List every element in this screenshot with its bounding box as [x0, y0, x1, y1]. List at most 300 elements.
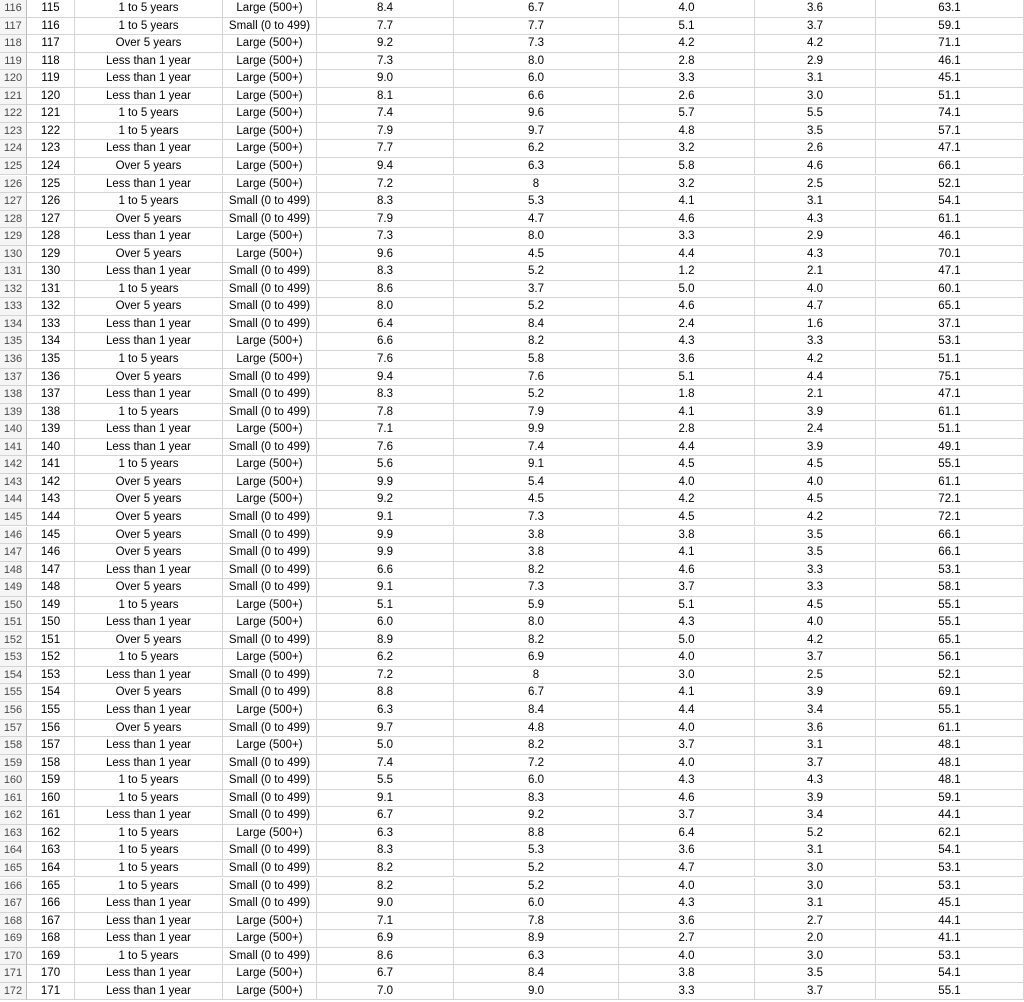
row-header[interactable]: 159 [0, 755, 27, 773]
table-cell[interactable]: 130 [27, 263, 75, 281]
table-cell[interactable]: Large (500+) [223, 333, 317, 351]
table-cell[interactable]: Small (0 to 499) [223, 790, 317, 808]
table-cell[interactable]: 3.2 [619, 176, 755, 194]
table-cell[interactable]: Over 5 years [75, 579, 223, 597]
table-cell[interactable]: 6.7 [317, 965, 454, 983]
table-cell[interactable]: 152 [27, 649, 75, 667]
table-cell[interactable]: 160 [27, 790, 75, 808]
table-cell[interactable]: 60.1 [876, 281, 1024, 299]
table-cell[interactable]: 8.2 [454, 737, 619, 755]
row-header[interactable]: 154 [0, 667, 27, 685]
row-header[interactable]: 157 [0, 720, 27, 738]
table-cell[interactable]: Large (500+) [223, 421, 317, 439]
table-cell[interactable]: 71.1 [876, 35, 1024, 53]
table-cell[interactable]: 9.4 [317, 158, 454, 176]
table-cell[interactable]: 135 [27, 351, 75, 369]
table-cell[interactable]: 7.6 [317, 351, 454, 369]
table-cell[interactable]: Less than 1 year [75, 562, 223, 580]
row-header[interactable]: 167 [0, 895, 27, 913]
table-cell[interactable]: 6.4 [317, 316, 454, 334]
table-cell[interactable]: Small (0 to 499) [223, 439, 317, 457]
table-cell[interactable]: 66.1 [876, 527, 1024, 545]
row-header[interactable]: 156 [0, 702, 27, 720]
table-cell[interactable]: Small (0 to 499) [223, 720, 317, 738]
row-header[interactable]: 123 [0, 123, 27, 141]
table-cell[interactable]: 5.5 [317, 772, 454, 790]
table-cell[interactable]: Small (0 to 499) [223, 878, 317, 896]
table-cell[interactable]: 3.0 [755, 948, 876, 966]
table-cell[interactable]: 8.3 [317, 842, 454, 860]
table-cell[interactable]: 9.2 [454, 807, 619, 825]
table-cell[interactable]: 2.7 [755, 913, 876, 931]
table-cell[interactable]: 52.1 [876, 667, 1024, 685]
table-cell[interactable]: 9.9 [317, 527, 454, 545]
table-cell[interactable]: 8 [454, 667, 619, 685]
table-cell[interactable]: 9.1 [317, 579, 454, 597]
table-cell[interactable]: 6.0 [454, 70, 619, 88]
table-cell[interactable]: 5.3 [454, 193, 619, 211]
table-cell[interactable]: Over 5 years [75, 211, 223, 229]
table-cell[interactable]: Over 5 years [75, 509, 223, 527]
table-cell[interactable]: 46.1 [876, 53, 1024, 71]
row-header[interactable]: 171 [0, 965, 27, 983]
table-cell[interactable]: Large (500+) [223, 965, 317, 983]
table-cell[interactable]: 5.4 [454, 474, 619, 492]
table-cell[interactable]: 5.0 [317, 737, 454, 755]
table-cell[interactable]: 3.9 [755, 684, 876, 702]
table-cell[interactable]: 63.1 [876, 0, 1024, 18]
table-cell[interactable]: 9.6 [454, 105, 619, 123]
table-cell[interactable]: 8.4 [317, 0, 454, 18]
table-cell[interactable]: 74.1 [876, 105, 1024, 123]
table-cell[interactable]: 5.2 [454, 878, 619, 896]
row-header[interactable]: 130 [0, 246, 27, 264]
table-cell[interactable]: 66.1 [876, 158, 1024, 176]
table-cell[interactable]: 3.7 [755, 649, 876, 667]
table-cell[interactable]: 156 [27, 720, 75, 738]
table-cell[interactable]: 4.1 [619, 544, 755, 562]
table-cell[interactable]: 72.1 [876, 509, 1024, 527]
table-cell[interactable]: Small (0 to 499) [223, 579, 317, 597]
table-cell[interactable]: 3.1 [755, 737, 876, 755]
table-cell[interactable]: 6.7 [454, 684, 619, 702]
table-cell[interactable]: 146 [27, 544, 75, 562]
table-cell[interactable]: 6.6 [454, 88, 619, 106]
table-cell[interactable]: 2.4 [619, 316, 755, 334]
table-cell[interactable]: 9.0 [317, 70, 454, 88]
table-cell[interactable]: 149 [27, 597, 75, 615]
table-cell[interactable]: 4.5 [755, 491, 876, 509]
table-cell[interactable]: 3.6 [619, 351, 755, 369]
row-header[interactable]: 148 [0, 562, 27, 580]
table-cell[interactable]: Over 5 years [75, 632, 223, 650]
table-cell[interactable]: 3.3 [619, 228, 755, 246]
table-cell[interactable]: 4.1 [619, 193, 755, 211]
table-cell[interactable]: Over 5 years [75, 720, 223, 738]
table-cell[interactable]: 53.1 [876, 860, 1024, 878]
table-cell[interactable]: 1 to 5 years [75, 649, 223, 667]
table-cell[interactable]: 4.2 [755, 351, 876, 369]
table-cell[interactable]: 158 [27, 755, 75, 773]
table-cell[interactable]: Small (0 to 499) [223, 772, 317, 790]
table-cell[interactable]: 49.1 [876, 439, 1024, 457]
table-cell[interactable]: 8.8 [454, 825, 619, 843]
table-cell[interactable]: 58.1 [876, 579, 1024, 597]
table-cell[interactable]: 3.4 [755, 807, 876, 825]
table-cell[interactable]: Large (500+) [223, 491, 317, 509]
table-cell[interactable]: 7.1 [317, 913, 454, 931]
table-cell[interactable]: 139 [27, 421, 75, 439]
row-header[interactable]: 145 [0, 509, 27, 527]
table-cell[interactable]: 8.6 [317, 281, 454, 299]
table-cell[interactable]: 3.3 [619, 983, 755, 1001]
table-cell[interactable]: 161 [27, 807, 75, 825]
table-cell[interactable]: 44.1 [876, 913, 1024, 931]
table-cell[interactable]: 7.4 [317, 105, 454, 123]
table-cell[interactable]: Large (500+) [223, 351, 317, 369]
table-cell[interactable]: 8.9 [454, 930, 619, 948]
table-cell[interactable]: 164 [27, 860, 75, 878]
table-cell[interactable]: 5.2 [454, 386, 619, 404]
table-cell[interactable]: 5.7 [619, 105, 755, 123]
table-cell[interactable]: 5.5 [755, 105, 876, 123]
table-cell[interactable]: 53.1 [876, 948, 1024, 966]
table-cell[interactable]: 1 to 5 years [75, 105, 223, 123]
table-cell[interactable]: 4.6 [619, 211, 755, 229]
table-cell[interactable]: 3.7 [619, 579, 755, 597]
table-cell[interactable]: 51.1 [876, 351, 1024, 369]
table-cell[interactable]: Large (500+) [223, 983, 317, 1001]
table-cell[interactable]: 137 [27, 386, 75, 404]
table-cell[interactable]: 56.1 [876, 649, 1024, 667]
row-header[interactable]: 142 [0, 456, 27, 474]
table-cell[interactable]: Less than 1 year [75, 263, 223, 281]
table-cell[interactable]: 132 [27, 298, 75, 316]
table-cell[interactable]: 1 to 5 years [75, 597, 223, 615]
table-cell[interactable]: Small (0 to 499) [223, 632, 317, 650]
table-cell[interactable]: 8.3 [454, 790, 619, 808]
table-cell[interactable]: Small (0 to 499) [223, 667, 317, 685]
table-cell[interactable]: 3.9 [755, 439, 876, 457]
table-cell[interactable]: 1.2 [619, 263, 755, 281]
table-cell[interactable]: Over 5 years [75, 298, 223, 316]
table-cell[interactable]: 124 [27, 158, 75, 176]
table-cell[interactable]: 41.1 [876, 930, 1024, 948]
table-cell[interactable]: 7.8 [454, 913, 619, 931]
table-cell[interactable]: Small (0 to 499) [223, 527, 317, 545]
table-cell[interactable]: Over 5 years [75, 369, 223, 387]
table-cell[interactable]: 6.9 [317, 930, 454, 948]
table-cell[interactable]: 8.6 [317, 948, 454, 966]
row-header[interactable]: 140 [0, 421, 27, 439]
table-cell[interactable]: 61.1 [876, 474, 1024, 492]
row-header[interactable]: 134 [0, 316, 27, 334]
table-cell[interactable]: 3.7 [755, 983, 876, 1001]
table-cell[interactable]: 4.4 [619, 702, 755, 720]
table-cell[interactable]: 7.0 [317, 983, 454, 1001]
table-cell[interactable]: 3.7 [755, 755, 876, 773]
table-cell[interactable]: 48.1 [876, 755, 1024, 773]
table-cell[interactable]: Large (500+) [223, 649, 317, 667]
row-header[interactable]: 143 [0, 474, 27, 492]
table-cell[interactable]: 3.1 [755, 842, 876, 860]
table-cell[interactable]: 9.9 [317, 544, 454, 562]
table-cell[interactable]: 55.1 [876, 456, 1024, 474]
table-cell[interactable]: Large (500+) [223, 228, 317, 246]
table-cell[interactable]: 53.1 [876, 562, 1024, 580]
table-cell[interactable]: 3.8 [619, 965, 755, 983]
row-header[interactable]: 147 [0, 544, 27, 562]
table-cell[interactable]: 3.3 [755, 562, 876, 580]
table-cell[interactable]: Large (500+) [223, 597, 317, 615]
table-cell[interactable]: 5.0 [619, 281, 755, 299]
table-cell[interactable]: 4.2 [619, 35, 755, 53]
table-cell[interactable]: 1 to 5 years [75, 790, 223, 808]
table-cell[interactable]: 46.1 [876, 228, 1024, 246]
table-cell[interactable]: 44.1 [876, 807, 1024, 825]
table-cell[interactable]: 1.8 [619, 386, 755, 404]
table-cell[interactable]: Large (500+) [223, 246, 317, 264]
table-cell[interactable]: 9.2 [317, 35, 454, 53]
table-cell[interactable]: 1 to 5 years [75, 860, 223, 878]
table-cell[interactable]: 7.3 [454, 579, 619, 597]
table-cell[interactable]: 70.1 [876, 246, 1024, 264]
table-cell[interactable]: 7.4 [317, 755, 454, 773]
table-cell[interactable]: 3.1 [755, 895, 876, 913]
table-cell[interactable]: 9.9 [454, 421, 619, 439]
table-cell[interactable]: 1 to 5 years [75, 0, 223, 18]
table-cell[interactable]: 5.8 [454, 351, 619, 369]
table-cell[interactable]: 8.9 [317, 632, 454, 650]
table-cell[interactable]: 7.3 [317, 53, 454, 71]
row-header[interactable]: 128 [0, 211, 27, 229]
table-cell[interactable]: 2.5 [755, 667, 876, 685]
row-header[interactable]: 155 [0, 684, 27, 702]
table-cell[interactable]: 2.6 [619, 88, 755, 106]
table-cell[interactable]: 48.1 [876, 772, 1024, 790]
table-cell[interactable]: 4.0 [619, 948, 755, 966]
row-header[interactable]: 122 [0, 105, 27, 123]
table-cell[interactable]: Large (500+) [223, 123, 317, 141]
table-cell[interactable]: 1 to 5 years [75, 351, 223, 369]
table-cell[interactable]: Over 5 years [75, 527, 223, 545]
table-cell[interactable]: 7.6 [317, 439, 454, 457]
table-cell[interactable]: 2.7 [619, 930, 755, 948]
row-header[interactable]: 161 [0, 790, 27, 808]
table-cell[interactable]: Over 5 years [75, 544, 223, 562]
table-cell[interactable]: Small (0 to 499) [223, 211, 317, 229]
table-cell[interactable]: 65.1 [876, 632, 1024, 650]
row-header[interactable]: 165 [0, 860, 27, 878]
row-header[interactable]: 131 [0, 263, 27, 281]
table-cell[interactable]: 69.1 [876, 684, 1024, 702]
table-cell[interactable]: 7.7 [317, 140, 454, 158]
table-cell[interactable]: 2.1 [755, 386, 876, 404]
table-cell[interactable]: Small (0 to 499) [223, 860, 317, 878]
table-cell[interactable]: 9.9 [317, 474, 454, 492]
table-cell[interactable]: 3.4 [755, 702, 876, 720]
table-cell[interactable]: 2.0 [755, 930, 876, 948]
table-cell[interactable]: 4.5 [755, 597, 876, 615]
table-cell[interactable]: 3.5 [755, 123, 876, 141]
row-header[interactable]: 124 [0, 140, 27, 158]
table-cell[interactable]: Less than 1 year [75, 333, 223, 351]
table-cell[interactable]: 61.1 [876, 404, 1024, 422]
table-cell[interactable]: Large (500+) [223, 825, 317, 843]
table-cell[interactable]: Small (0 to 499) [223, 948, 317, 966]
table-cell[interactable]: 51.1 [876, 88, 1024, 106]
table-cell[interactable]: Large (500+) [223, 737, 317, 755]
table-cell[interactable]: 2.9 [755, 228, 876, 246]
table-cell[interactable]: 3.3 [755, 333, 876, 351]
row-header[interactable]: 172 [0, 983, 27, 1001]
table-cell[interactable]: 119 [27, 70, 75, 88]
table-cell[interactable]: 120 [27, 88, 75, 106]
table-cell[interactable]: 171 [27, 983, 75, 1001]
table-cell[interactable]: 140 [27, 439, 75, 457]
table-cell[interactable]: Large (500+) [223, 88, 317, 106]
row-header[interactable]: 146 [0, 527, 27, 545]
table-cell[interactable]: 8.3 [317, 263, 454, 281]
table-cell[interactable]: 143 [27, 491, 75, 509]
table-cell[interactable]: 6.0 [454, 772, 619, 790]
table-cell[interactable]: 4.2 [755, 35, 876, 53]
table-cell[interactable]: 170 [27, 965, 75, 983]
table-cell[interactable]: 9.6 [317, 246, 454, 264]
table-cell[interactable]: Less than 1 year [75, 53, 223, 71]
table-cell[interactable]: 3.2 [619, 140, 755, 158]
table-cell[interactable]: 6.7 [317, 807, 454, 825]
table-cell[interactable]: 6.4 [619, 825, 755, 843]
table-cell[interactable]: 148 [27, 579, 75, 597]
table-cell[interactable]: 7.9 [317, 123, 454, 141]
table-cell[interactable]: 8.4 [454, 316, 619, 334]
table-cell[interactable]: Small (0 to 499) [223, 316, 317, 334]
row-header[interactable]: 119 [0, 53, 27, 71]
table-cell[interactable]: 3.8 [619, 527, 755, 545]
table-cell[interactable]: Over 5 years [75, 158, 223, 176]
table-cell[interactable]: 155 [27, 702, 75, 720]
table-cell[interactable]: 1 to 5 years [75, 404, 223, 422]
row-header[interactable]: 126 [0, 176, 27, 194]
table-cell[interactable]: 2.1 [755, 263, 876, 281]
table-cell[interactable]: 7.6 [454, 369, 619, 387]
table-cell[interactable]: 1 to 5 years [75, 842, 223, 860]
table-cell[interactable]: 9.1 [317, 509, 454, 527]
table-cell[interactable]: 4.3 [619, 614, 755, 632]
table-cell[interactable]: 3.6 [755, 0, 876, 18]
table-cell[interactable]: 3.1 [755, 193, 876, 211]
table-cell[interactable]: 7.2 [317, 667, 454, 685]
table-cell[interactable]: 7.3 [317, 228, 454, 246]
table-cell[interactable]: Less than 1 year [75, 316, 223, 334]
table-cell[interactable]: 3.3 [619, 70, 755, 88]
table-cell[interactable]: 2.9 [755, 53, 876, 71]
table-cell[interactable]: 1 to 5 years [75, 825, 223, 843]
table-cell[interactable]: 4.3 [619, 895, 755, 913]
table-cell[interactable]: 122 [27, 123, 75, 141]
table-cell[interactable]: 6.3 [317, 825, 454, 843]
table-cell[interactable]: 165 [27, 878, 75, 896]
row-header[interactable]: 169 [0, 930, 27, 948]
table-cell[interactable]: 61.1 [876, 720, 1024, 738]
table-cell[interactable]: 3.7 [454, 281, 619, 299]
table-cell[interactable]: 5.2 [755, 825, 876, 843]
table-cell[interactable]: 142 [27, 474, 75, 492]
table-cell[interactable]: 150 [27, 614, 75, 632]
table-cell[interactable]: 133 [27, 316, 75, 334]
table-cell[interactable]: Less than 1 year [75, 439, 223, 457]
table-cell[interactable]: 2.8 [619, 421, 755, 439]
table-cell[interactable]: 4.5 [454, 491, 619, 509]
table-cell[interactable]: 9.2 [317, 491, 454, 509]
table-cell[interactable]: 3.6 [619, 913, 755, 931]
table-cell[interactable]: 129 [27, 246, 75, 264]
table-cell[interactable]: 3.8 [454, 527, 619, 545]
table-cell[interactable]: Less than 1 year [75, 755, 223, 773]
table-cell[interactable]: 4.6 [619, 298, 755, 316]
table-cell[interactable]: 8.4 [454, 702, 619, 720]
table-cell[interactable]: Small (0 to 499) [223, 386, 317, 404]
table-cell[interactable]: 55.1 [876, 597, 1024, 615]
table-cell[interactable]: 7.1 [317, 421, 454, 439]
table-cell[interactable]: 1 to 5 years [75, 772, 223, 790]
table-cell[interactable]: 4.8 [619, 123, 755, 141]
table-cell[interactable]: 4.6 [619, 562, 755, 580]
table-cell[interactable]: Large (500+) [223, 474, 317, 492]
table-cell[interactable]: 118 [27, 53, 75, 71]
table-cell[interactable]: 55.1 [876, 983, 1024, 1001]
table-cell[interactable]: 7.2 [454, 755, 619, 773]
table-cell[interactable]: 9.7 [454, 123, 619, 141]
table-cell[interactable]: Less than 1 year [75, 807, 223, 825]
table-cell[interactable]: 6.3 [454, 158, 619, 176]
table-cell[interactable]: 4.7 [454, 211, 619, 229]
table-cell[interactable]: 1 to 5 years [75, 878, 223, 896]
table-cell[interactable]: 3.0 [619, 667, 755, 685]
table-cell[interactable]: 8.3 [317, 386, 454, 404]
table-cell[interactable]: Less than 1 year [75, 70, 223, 88]
table-cell[interactable]: 4.0 [619, 755, 755, 773]
table-cell[interactable]: 4.0 [755, 614, 876, 632]
table-cell[interactable]: Small (0 to 499) [223, 509, 317, 527]
table-cell[interactable]: 7.4 [454, 439, 619, 457]
table-cell[interactable]: 1.6 [755, 316, 876, 334]
table-cell[interactable]: 2.5 [755, 176, 876, 194]
table-cell[interactable]: Small (0 to 499) [223, 842, 317, 860]
table-cell[interactable]: Small (0 to 499) [223, 193, 317, 211]
table-cell[interactable]: 3.0 [755, 860, 876, 878]
table-cell[interactable]: 126 [27, 193, 75, 211]
table-cell[interactable]: 61.1 [876, 211, 1024, 229]
table-cell[interactable]: 8.2 [454, 562, 619, 580]
table-cell[interactable]: 8.4 [454, 965, 619, 983]
table-cell[interactable]: 1 to 5 years [75, 948, 223, 966]
table-cell[interactable]: Large (500+) [223, 70, 317, 88]
row-header[interactable]: 121 [0, 88, 27, 106]
table-cell[interactable]: Large (500+) [223, 930, 317, 948]
table-cell[interactable]: Over 5 years [75, 35, 223, 53]
table-cell[interactable]: 6.3 [454, 948, 619, 966]
table-cell[interactable]: 5.2 [454, 263, 619, 281]
table-cell[interactable]: 159 [27, 772, 75, 790]
table-cell[interactable]: Less than 1 year [75, 913, 223, 931]
table-cell[interactable]: 116 [27, 18, 75, 36]
table-cell[interactable]: 167 [27, 913, 75, 931]
table-cell[interactable]: 5.1 [619, 597, 755, 615]
table-cell[interactable]: 117 [27, 35, 75, 53]
table-cell[interactable]: 8.0 [317, 298, 454, 316]
